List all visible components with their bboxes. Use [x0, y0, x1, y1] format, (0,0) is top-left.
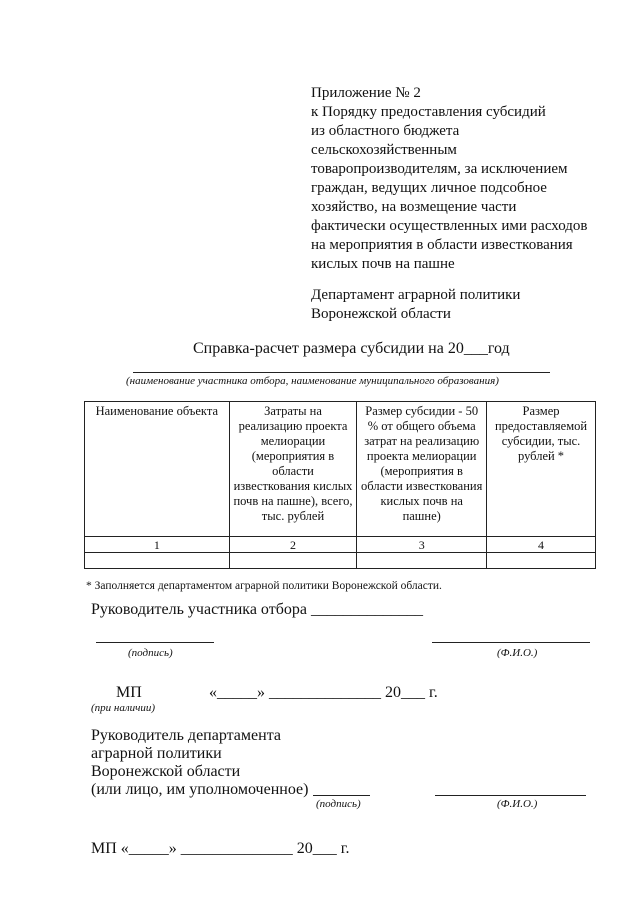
participant-name-line[interactable] [133, 372, 550, 373]
table-header-cell: Размер субсидии - 50 % от общего объема затрат на реализацию проекта мелиорации (мероприятия в области известкования кислых почв на пашне) [357, 402, 487, 537]
column-number: 1 [85, 537, 230, 553]
table-header-cell: Затраты на реализацию проекта мелиорации (мероприятия в области известкования кислых почв на пашне), всего, тыс. рублей [229, 402, 357, 537]
appendix-line: сельскохозяйственным [311, 142, 457, 158]
date-field: «_____» ______________ 20___ г. [209, 684, 438, 701]
column-number: 4 [487, 537, 596, 553]
stamp-note: (при наличии) [91, 702, 156, 714]
column-number: 3 [357, 537, 487, 553]
appendix-line: к Порядку предоставления субсидий [311, 104, 546, 120]
appendix-title: Приложение № 2 [311, 85, 421, 101]
head-department-line: Руководитель департамента [91, 727, 281, 744]
head-department-line: аграрной политики [91, 745, 222, 762]
table-number-row [85, 537, 596, 553]
head-participant-label: Руководитель участника отбора ______________ [91, 601, 423, 618]
appendix-line: хозяйство, на возмещение части [311, 199, 517, 215]
table-row [85, 553, 596, 569]
fio-line[interactable] [435, 795, 586, 796]
subsidy-table [84, 401, 596, 569]
table-cell[interactable] [487, 553, 596, 569]
document-title: Справка-расчет размера субсидии на 20___год [193, 340, 510, 357]
fio-caption: (Ф.И.О.) [497, 798, 538, 810]
table-cell[interactable] [357, 553, 487, 569]
table-cell[interactable] [85, 553, 230, 569]
head-department-line: Воронежской области [91, 763, 241, 780]
footnote: * Заполняется департаментом аграрной политики Воронежской области. [86, 580, 442, 592]
fio-line[interactable] [432, 642, 590, 643]
signature-caption: (подпись) [316, 798, 361, 810]
appendix-line: граждан, ведущих личное подсобное [311, 180, 547, 196]
table-header-cell: Размер предоставляемой субсидии, тыс. рублей * [487, 402, 596, 537]
appendix-line: фактически осуществленных ими расходов [311, 218, 588, 234]
signature-line[interactable] [313, 795, 370, 796]
table-cell[interactable] [229, 553, 357, 569]
fio-caption: (Ф.И.О.) [497, 647, 538, 659]
stamp-place-label: МП [116, 684, 142, 701]
appendix-line: на мероприятия в области известкования [311, 237, 573, 253]
head-department-line: (или лицо, им уполномоченное) [91, 781, 309, 798]
table-header-cell: Наименование объекта [85, 402, 230, 537]
appendix-line: из областного бюджета [311, 123, 460, 139]
signature-caption: (подпись) [128, 647, 173, 659]
appendix-line: товаропроизводителям, за исключением [311, 161, 568, 177]
participant-caption: (наименование участника отбора, наименование муниципального образования) [126, 375, 499, 387]
department-line: Воронежской области [311, 306, 451, 322]
column-number: 2 [229, 537, 357, 553]
table-header-row [85, 402, 596, 537]
department-line: Департамент аграрной политики [311, 287, 521, 303]
appendix-line: кислых почв на пашне [311, 256, 455, 272]
stamp-date-line: МП «_____» ______________ 20___ г. [91, 840, 350, 857]
signature-line[interactable] [96, 642, 214, 643]
